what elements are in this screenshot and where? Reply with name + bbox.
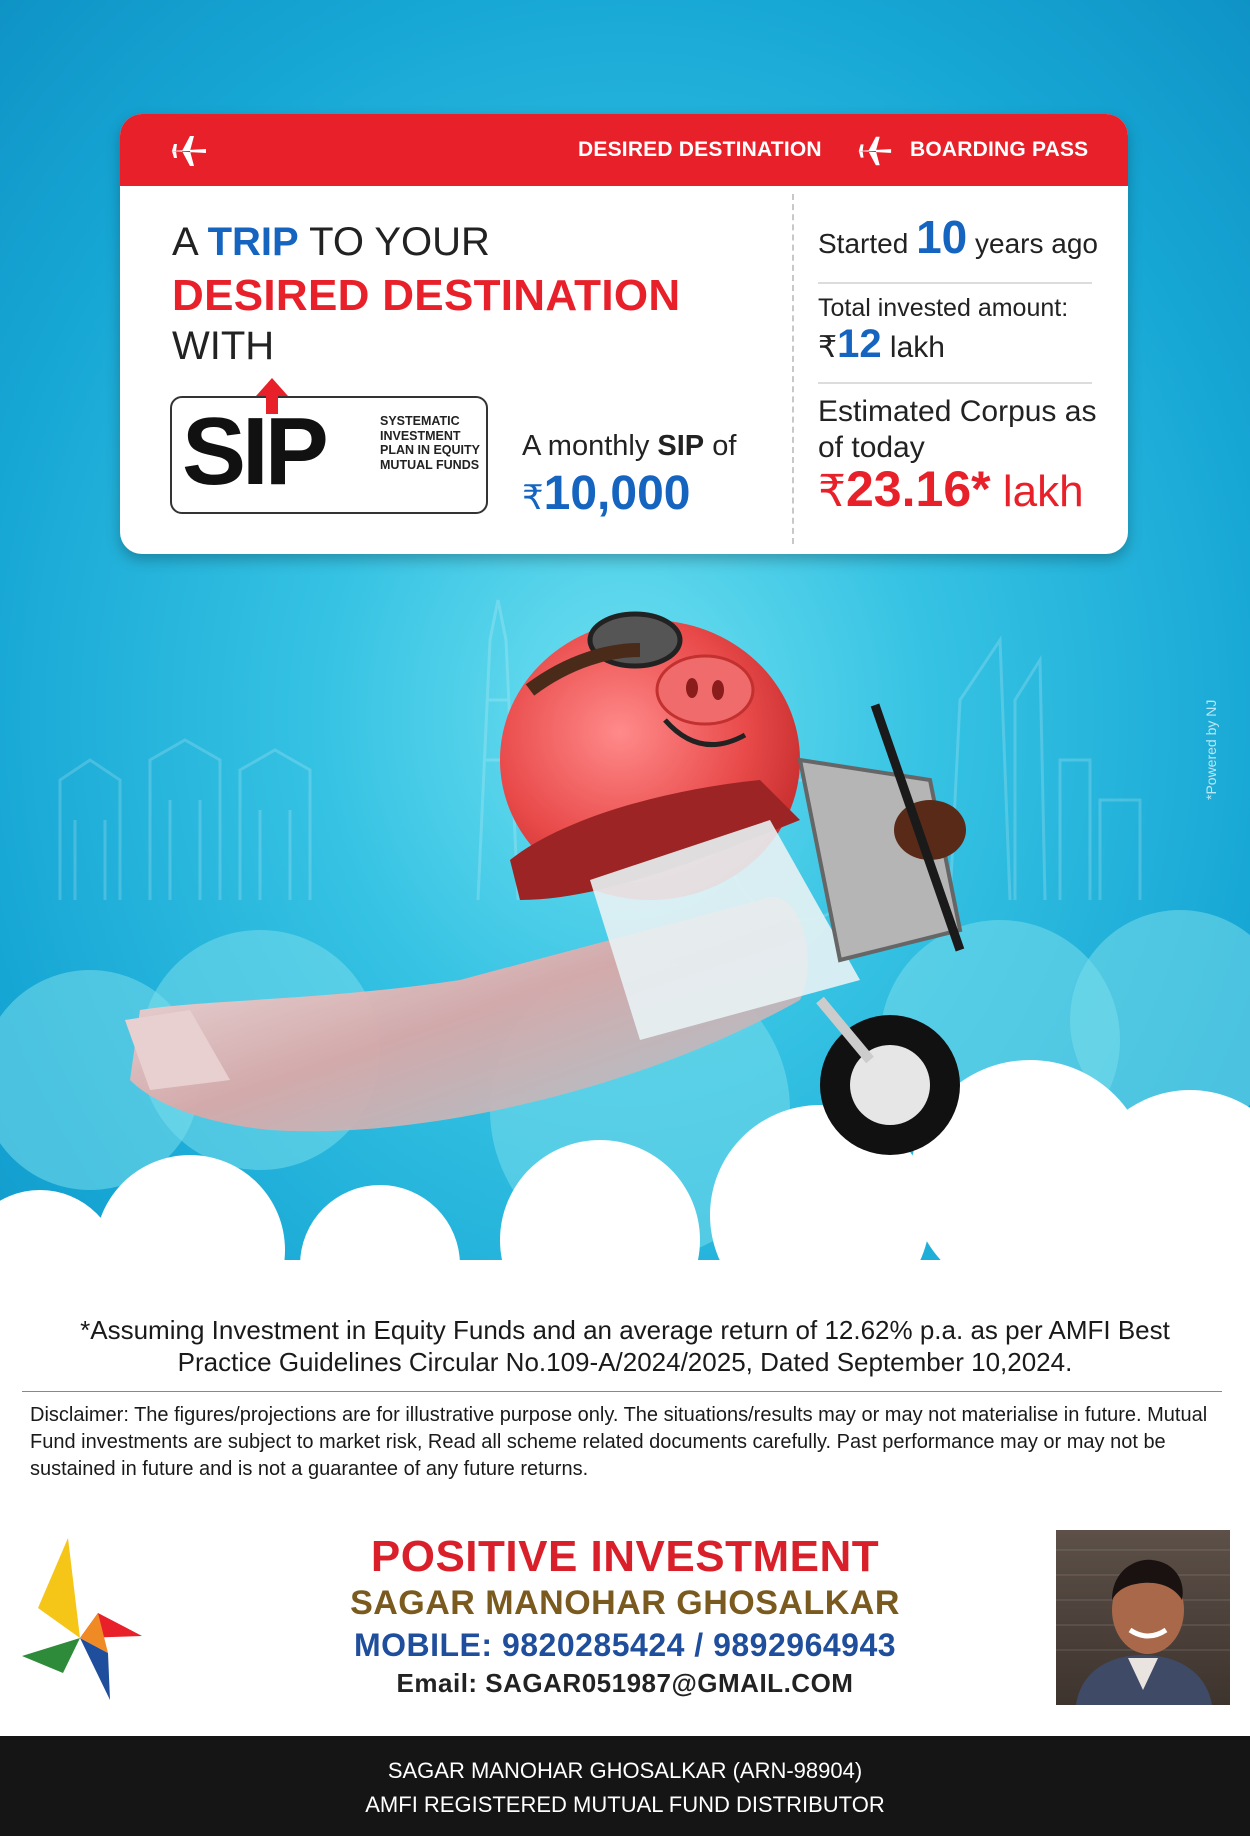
- started-years: Started 10 years ago: [818, 211, 1098, 263]
- sip-logo-tagline: SYSTEMATIC INVESTMENT PLAN IN EQUITY MUTUAL FUNDS: [380, 414, 480, 472]
- bar-desired-destination-label: DESIRED DESTINATION: [578, 138, 822, 161]
- powered-by-label: *Powered by NJ: [1203, 699, 1219, 800]
- airplane-icon: [168, 134, 208, 168]
- assumption-note: *Assuming Investment in Equity Funds and an average return of 12.62% p.a. as per AMFI Best Practice Guidelines Circular No.109-A/2024/2025, Dated September 10,2024.: [80, 1315, 1170, 1377]
- headline-with: WITH: [172, 324, 275, 368]
- distributor-photo: [1056, 1530, 1230, 1705]
- corpus-label: Estimated Corpus as of today: [818, 395, 1097, 464]
- monthly-sip-label: A monthly SIP of: [522, 430, 737, 462]
- headline-destination: DESIRED DESTINATION: [172, 271, 681, 320]
- disclaimer-text: Disclaimer: The figures/projections are for illustrative purpose only. The situations/results may or may not materialise in future. Mutual Fund investments are subject to market risk, Read all scheme related documents carefully. Past performance may or may not be sustained in future and is not a guarantee of any future returns.: [30, 1404, 1208, 1480]
- monthly-sip-amount: ₹10,000: [522, 467, 691, 520]
- email-address: Email: SAGAR051987@GMAIL.COM: [396, 1668, 854, 1698]
- sip-logo: [170, 396, 488, 514]
- corpus-amount: ₹23.16* lakh: [818, 461, 1084, 517]
- pinwheel-logo-icon: [18, 1528, 148, 1708]
- boarding-pass-header-bar: [120, 114, 1128, 186]
- distributor-name: SAGAR MANOHAR GHOSALKAR: [350, 1584, 900, 1622]
- bar-boarding-pass-label: BOARDING PASS: [910, 138, 1089, 161]
- firm-name: POSITIVE INVESTMENT: [370, 1532, 880, 1581]
- sip-logo-letters: SIP: [182, 398, 325, 505]
- divider-line: [22, 1391, 1222, 1392]
- footer-amfi-line: AMFI REGISTERED MUTUAL FUND DISTRIBUTOR: [365, 1792, 885, 1817]
- airplane-icon: [855, 134, 893, 168]
- boarding-pass-card: [120, 114, 1128, 554]
- separator: [818, 382, 1092, 384]
- headline-trip: A TRIP TO YOUR: [172, 220, 490, 264]
- footer-arn-line: SAGAR MANOHAR GHOSALKAR (ARN-98904): [387, 1758, 863, 1783]
- avatar: [1056, 1530, 1230, 1705]
- tear-divider: [792, 194, 794, 544]
- invested-label: Total invested amount:: [818, 294, 1069, 322]
- separator: [818, 282, 1092, 284]
- mobile-numbers: MOBILE: 9820285424 / 9892964943: [353, 1627, 897, 1663]
- contact-block: [300, 1532, 950, 1700]
- invested-amount: ₹12 lakh: [818, 322, 945, 366]
- footer-bar: [0, 1736, 1250, 1836]
